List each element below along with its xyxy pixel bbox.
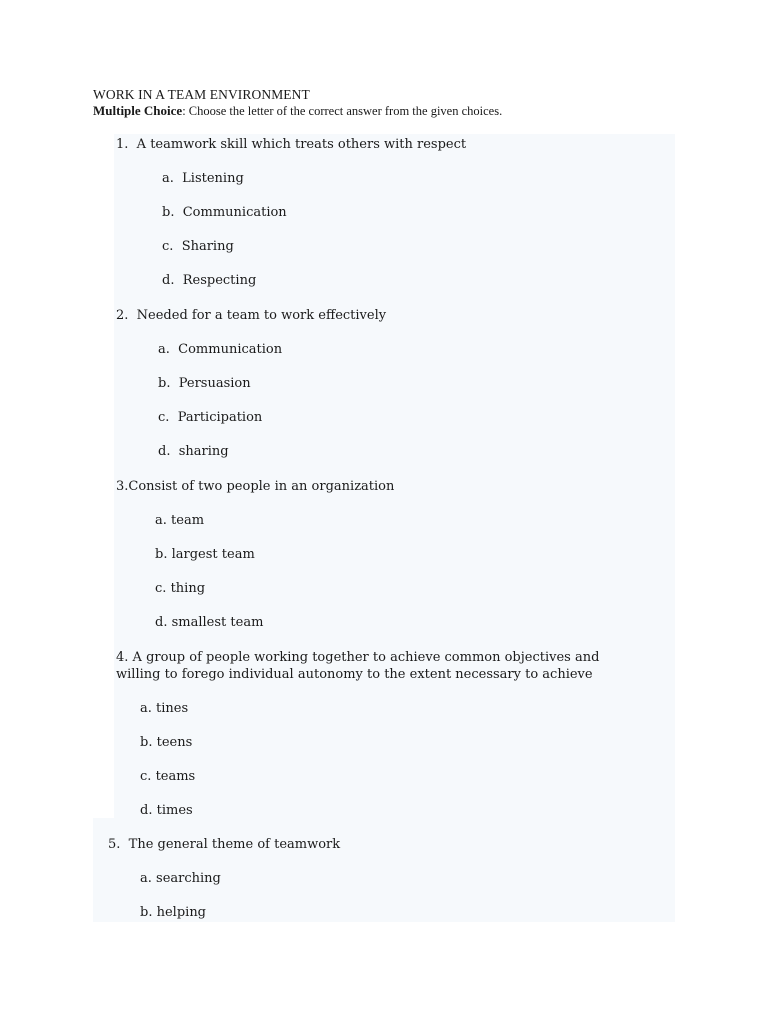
option-letter: a. — [140, 871, 152, 886]
option-3c[interactable] — [155, 580, 205, 597]
option-text: Respecting — [182, 273, 257, 288]
option-5a[interactable] — [140, 870, 221, 887]
option-letter: c. — [162, 239, 174, 254]
question-number: 3. — [116, 479, 129, 494]
option-text: teens — [156, 735, 193, 750]
option-letter: a. — [158, 342, 170, 357]
question-number: 2. — [116, 308, 129, 323]
option-text: helping — [156, 905, 207, 920]
question-text-line1: A group of people working together to achieve common objectives and — [132, 650, 600, 665]
question-1 — [116, 136, 466, 153]
option-text: Listening — [182, 171, 244, 186]
option-text: searching — [156, 871, 221, 886]
option-text: Participation — [177, 410, 263, 425]
option-text: teams — [155, 769, 196, 784]
option-text: tines — [156, 701, 189, 716]
option-text: times — [156, 803, 193, 818]
option-text: thing — [170, 581, 206, 596]
option-2b[interactable] — [158, 375, 251, 392]
question-text: Consist of two people in an organization — [128, 479, 395, 494]
question-shading — [114, 134, 675, 818]
option-2a[interactable] — [158, 341, 282, 358]
option-2d[interactable] — [158, 443, 229, 460]
option-text: Persuasion — [178, 376, 251, 391]
option-letter: b. — [158, 376, 171, 391]
option-4d[interactable] — [140, 802, 193, 819]
question-4 — [116, 649, 599, 666]
option-letter: c. — [140, 769, 152, 784]
question-number: 4. — [116, 650, 129, 665]
question-text: The general theme of teamwork — [128, 837, 341, 852]
option-letter: b. — [140, 735, 153, 750]
instructions-text: : Choose the letter of the correct answer from the given choices. — [182, 104, 503, 118]
question-5 — [108, 836, 340, 853]
question-text: A teamwork skill which treats others with respect — [136, 137, 467, 152]
instructions — [93, 103, 502, 119]
document-title: WORK IN A TEAM ENVIRONMENT — [93, 87, 310, 102]
option-text: largest team — [171, 547, 255, 562]
option-text: smallest team — [171, 615, 264, 630]
option-letter: d. — [162, 273, 175, 288]
option-4b[interactable] — [140, 734, 192, 751]
option-letter: a. — [162, 171, 174, 186]
option-3a[interactable] — [155, 512, 204, 529]
option-4c[interactable] — [140, 768, 195, 785]
question-4-continued — [116, 666, 593, 683]
option-letter: c. — [158, 410, 170, 425]
option-letter: b. — [155, 547, 168, 562]
question-text: Needed for a team to work effectively — [136, 308, 387, 323]
option-text: Sharing — [181, 239, 234, 254]
option-3b[interactable] — [155, 546, 255, 563]
option-letter: d. — [155, 615, 168, 630]
option-letter: c. — [155, 581, 167, 596]
question-number: 1. — [116, 137, 129, 152]
instructions-label: Multiple Choice — [93, 103, 183, 118]
option-letter: b. — [140, 905, 153, 920]
question-2 — [116, 307, 386, 324]
option-letter: d. — [140, 803, 153, 818]
option-1b[interactable] — [162, 204, 287, 221]
option-letter: a. — [140, 701, 152, 716]
option-text: sharing — [178, 444, 229, 459]
option-text: team — [171, 513, 205, 528]
option-text: Communication — [182, 205, 287, 220]
option-letter: b. — [162, 205, 175, 220]
option-text: Communication — [178, 342, 283, 357]
option-1a[interactable] — [162, 170, 244, 187]
option-2c[interactable] — [158, 409, 262, 426]
option-4a[interactable] — [140, 700, 188, 717]
option-1d[interactable] — [162, 272, 256, 289]
option-5b[interactable] — [140, 904, 206, 921]
question-number: 5. — [108, 837, 121, 852]
option-letter: a. — [155, 513, 167, 528]
question-3 — [116, 478, 394, 495]
option-3d[interactable] — [155, 614, 263, 631]
question-text-line2: willing to forego individual autonomy to the extent necessary to achieve — [116, 667, 593, 682]
option-1c[interactable] — [162, 238, 234, 255]
option-letter: d. — [158, 444, 171, 459]
